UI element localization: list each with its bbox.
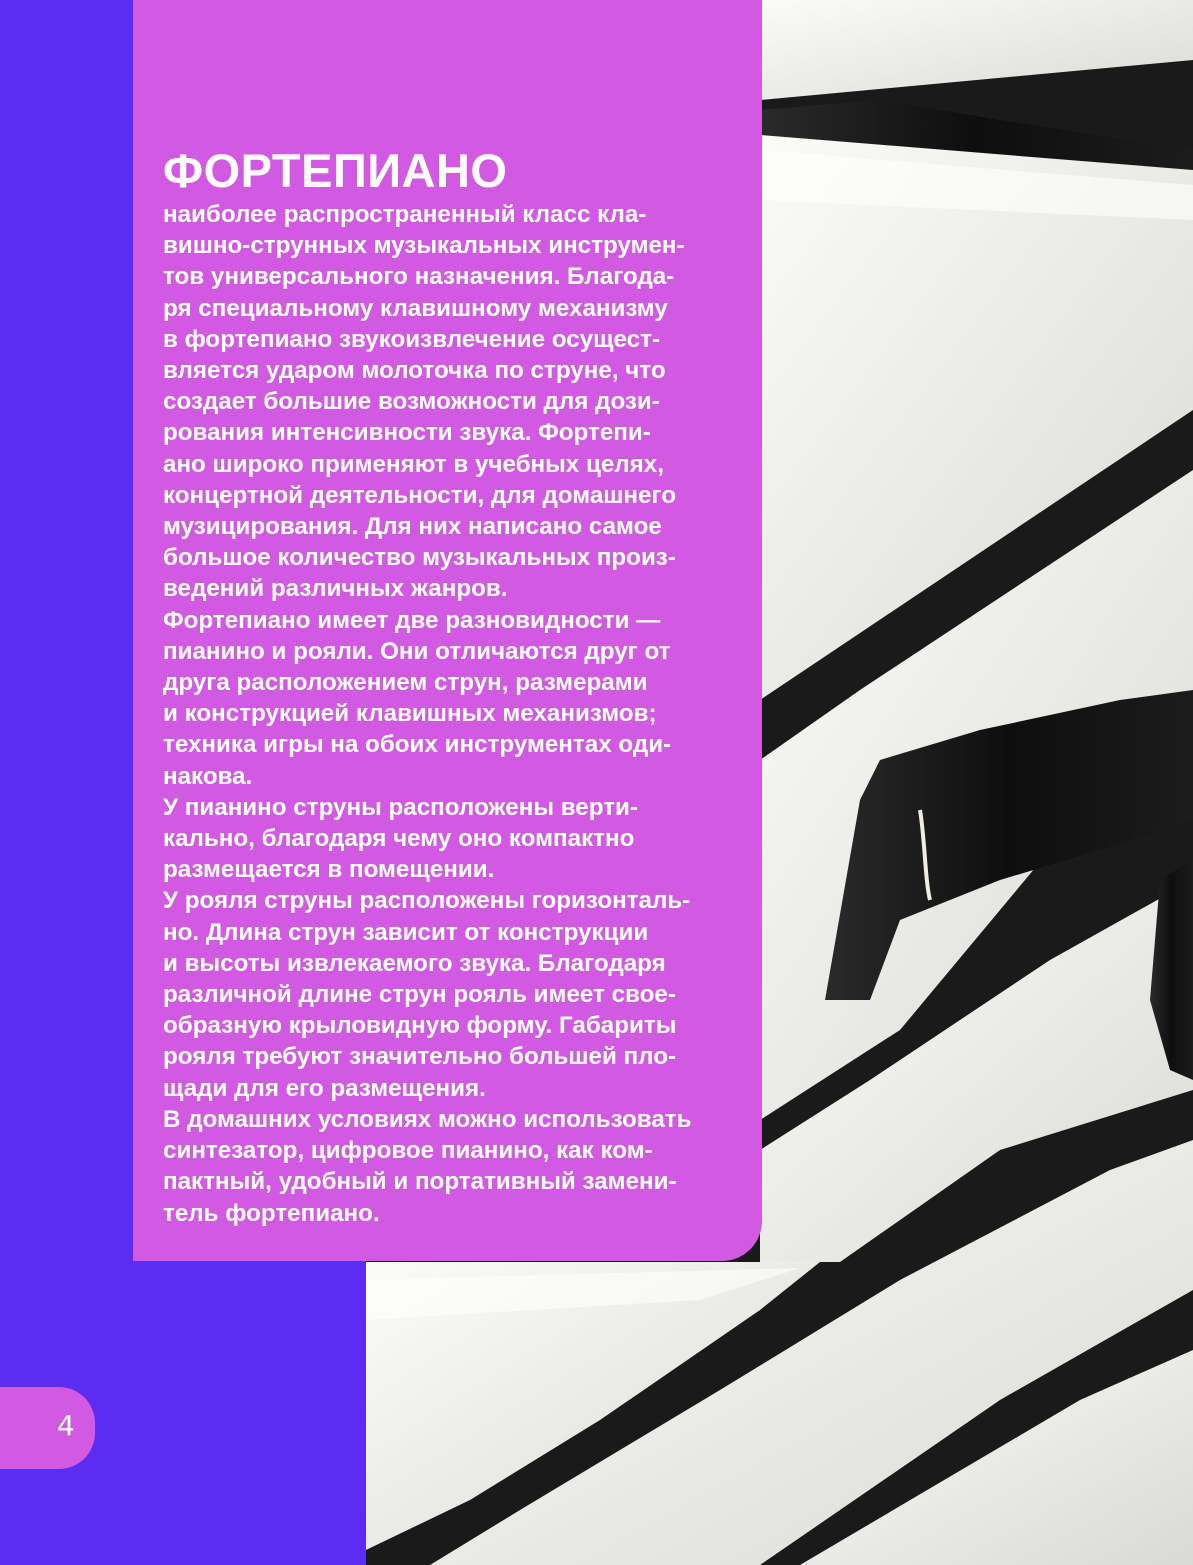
text-line: В домашних условиях можно использовать [163,1105,692,1133]
paragraph-definition [163,199,744,605]
text-line: синтезатор, цифровое пианино, как ком- [163,1137,653,1165]
paragraph-upright-piano [163,792,744,886]
article-title: ФОРТЕПИАНО [163,144,508,197]
text-line: музицирования. Для них написано самое [163,513,662,541]
page-number: 4 [57,1409,75,1442]
text-line: ря специальному клавишному механизму [163,294,668,322]
paragraph-home-use [163,1104,744,1229]
text-line: и высоты извлекаемого звука. Благодаря [163,949,666,977]
text-line: но. Длина струн зависит от конструкции [163,918,649,946]
text-line: создает большие возможности для дози- [163,388,660,416]
text-line: ведений различных жанров. [163,575,508,603]
text-line: У рояля струны расположены горизонталь- [163,887,691,915]
text-line: кально, благодаря чему оно компактно [163,825,635,853]
article-card [133,0,762,1261]
paragraph-varieties [163,605,744,792]
text-line: пианино и рояли. Они отличаются друг от [163,637,671,665]
text-line: друга расположением струн, размерами [163,669,648,697]
text-line: тов универсального назначения. Благода- [163,263,675,291]
text-line: У пианино струны расположены верти- [163,793,638,821]
text-line: и конструкцией клавишных механизмов; [163,700,657,728]
text-line: рования интенсивности звука. Фортепи- [163,419,651,447]
text-line: техника игры на обоих инструментах оди- [163,731,672,759]
text-line: концертной деятельности, для домашнего [163,481,677,509]
text-line: в фортепиано звукоизвлечение осущест- [163,325,661,353]
text-line: образную крыловидную форму. Габариты [163,1012,677,1040]
text-line: наиболее распространенный класс кла- [163,201,647,228]
text-line: Фортепиано имеет две разновидности — [163,606,661,634]
text-line: рояля требуют значительно большей пло- [163,1043,677,1071]
text-line: вишно-струнных музыкальных инструмен- [163,232,685,260]
paragraph-grand-piano [163,885,744,1103]
text-line: накова. [163,762,253,790]
article-body [163,199,744,1229]
text-line: размещается в помещении. [163,856,495,884]
text-line: тель фортепиано. [163,1199,380,1227]
text-line: большое количество музыкальных произ- [163,544,676,572]
text-line: различной длине струн рояль имеет свое- [163,981,676,1009]
text-line: пактный, удобный и портативный замени- [163,1168,677,1196]
text-line: щади для его размещения. [163,1074,486,1102]
text-line: ано широко применяют в учебных целях, [163,450,664,478]
page-number-tab [0,1387,95,1469]
text-line: вляется ударом молоточка по струне, что [163,357,666,385]
